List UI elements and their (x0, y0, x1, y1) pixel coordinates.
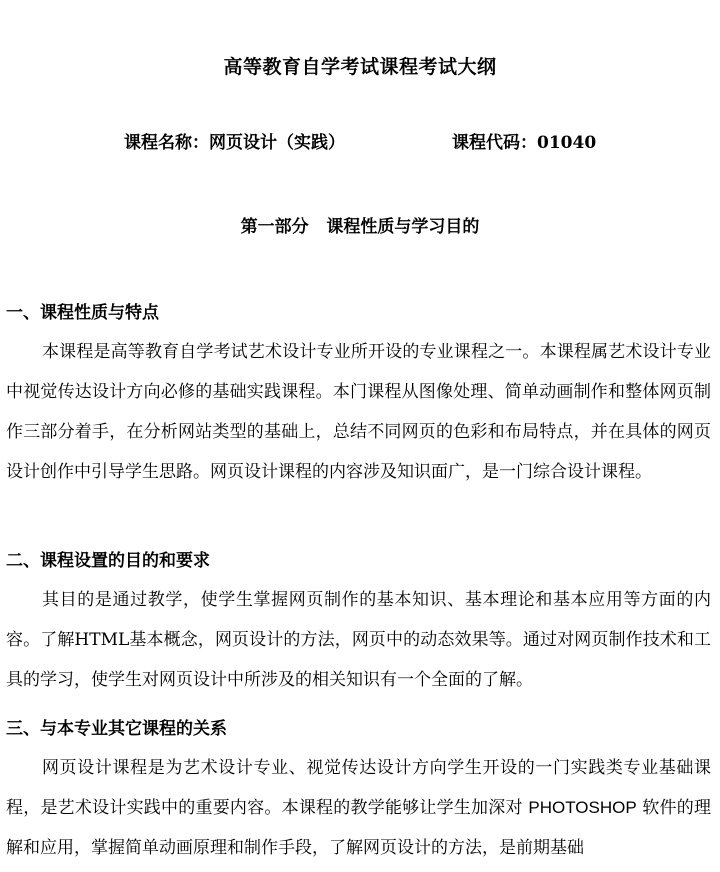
course-code: 课程代码：01040 (452, 133, 597, 153)
section-heading-relations: 三、与本专业其它课程的关系 (6, 719, 227, 739)
software-name: PHOTOSHOP (528, 798, 637, 817)
section-paragraph-nature: 本课程是高等教育自学考试艺术设计专业所开设的专业课程之一。本课程属艺术设计专业中视觉传达设计方向必修的基础实践课程。本门课程从图像处理、简单动画制作和整体网页制作三部分着手，在分析网站类型的基础上，总结不同网页的色彩和布局特点，并在具体的网页设计创作中引导学生思路。网页设计课程的内容涉及知识面广，是一门综合设计课程。 (6, 342, 711, 482)
paragraph-text-before: 网页设计课程是为艺术设计专业、视觉传达设计方向学生开设的一门实践类专业基础课程，是艺术设计实践中的重要内容。本课程的教学能够让学生加深对 (6, 758, 711, 818)
document-title: 高等教育自学考试课程考试大纲 (223, 56, 497, 78)
course-info-line (0, 128, 720, 154)
section-heading-purpose: 二、课程设置的目的和要求 (6, 551, 210, 571)
section-paragraph-relations (6, 748, 711, 868)
section-heading-nature: 一、课程性质与特点 (6, 303, 159, 323)
section-paragraph-purpose: 其目的是通过教学，使学生掌握网页制作的基本知识、基本理论和基本应用等方面的内容。了解HTML基本概念，网页设计的方法，网页中的动态效果等。通过对网页制作技术和工具的学习，使学生对网页设计中所涉及的相关知识有一个全面的了解。 (6, 590, 711, 690)
course-name: 课程名称：网页设计（实践） (124, 133, 345, 153)
part-title: 第一部分 课程性质与学习目的 (240, 217, 480, 237)
paragraph-text-after: 软件的理解和应用，掌握简单动画原理和制作手段，了解网页设计的方法，是前期基础 (6, 798, 712, 858)
